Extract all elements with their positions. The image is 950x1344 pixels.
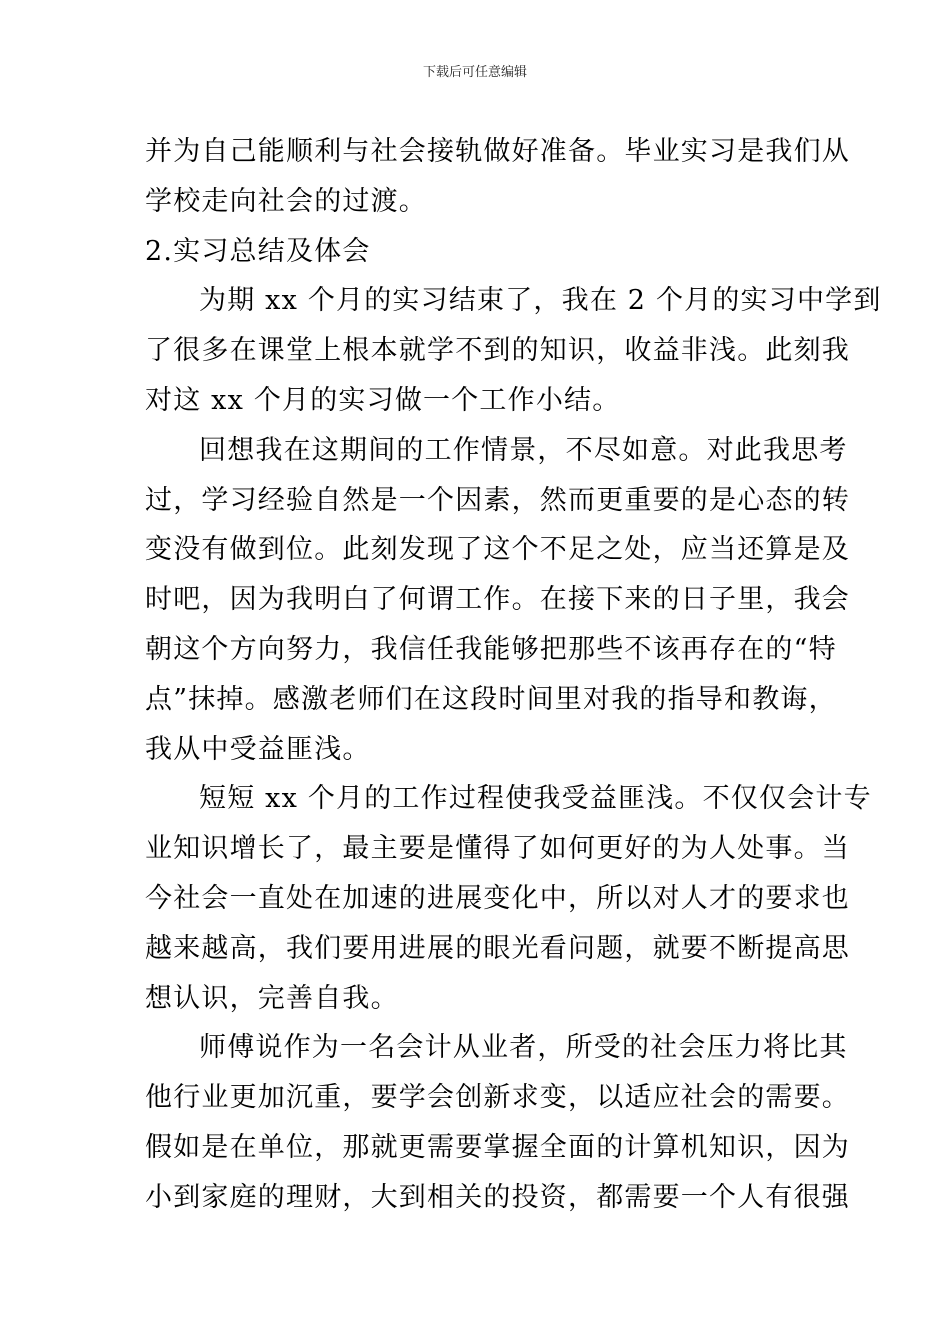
text-line: 小到家庭的理财，大到相关的投资，都需要一个人有很强	[145, 1181, 850, 1213]
body-text	[145, 127, 882, 1223]
text-line: 他行业更加沉重，要学会创新求变，以适应社会的需要。	[145, 1082, 850, 1114]
text-line: 2.实习总结及体会	[145, 235, 371, 267]
page-header: 下载后可任意编辑	[422, 65, 527, 80]
text-line: 变没有做到位。此刻发现了这个不足之处，应当还算是及	[145, 534, 850, 566]
text-line: 点”抹掉。感激老师们在这段时间里对我的指导和教诲，	[145, 683, 837, 715]
text-line: 为期 xx 个月的实习结束了，我在 2 个月的实习中学到	[199, 285, 882, 317]
text-line: 学校走向社会的过渡。	[145, 185, 427, 217]
text-line: 朝这个方向努力，我信任我能够把那些不该再存在的“特	[145, 633, 837, 665]
text-line: 今社会一直处在加速的进展变化中，所以对人才的要求也	[145, 882, 850, 914]
text-line: 想认识，完善自我。	[145, 982, 399, 1014]
text-line: 了很多在课堂上根本就学不到的知识，收益非浅。此刻我	[145, 335, 850, 367]
text-line: 业知识增长了，最主要是懂得了如何更好的为人处事。当	[145, 833, 850, 865]
text-line: 过，学习经验自然是一个因素，然而更重要的是心态的转	[145, 484, 850, 516]
text-line: 短短 xx 个月的工作过程使我受益匪浅。不仅仅会计专	[199, 783, 872, 815]
text-line: 对这 xx 个月的实习做一个工作小结。	[145, 384, 621, 416]
text-line: 我从中受益匪浅。	[145, 733, 371, 765]
text-line: 并为自己能顺利与社会接轨做好准备。毕业实习是我们从	[145, 136, 850, 167]
text-line: 师傅说作为一名会计从业者，所受的社会压力将比其	[199, 1032, 848, 1064]
text-line: 回想我在这期间的工作情景，不尽如意。对此我思考	[199, 434, 848, 466]
text-line: 越来越高，我们要用进展的眼光看问题，就要不断提高思	[145, 932, 850, 964]
text-line: 假如是在单位，那就更需要掌握全面的计算机知识，因为	[145, 1131, 850, 1163]
text-line: 时吧，因为我明白了何谓工作。在接下来的日子里，我会	[145, 584, 850, 616]
